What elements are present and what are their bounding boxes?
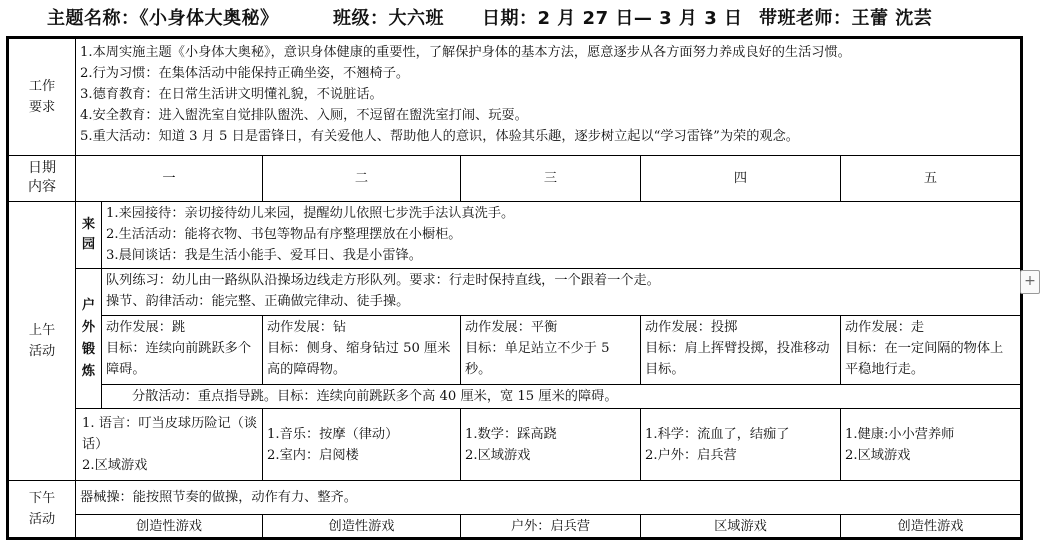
motor-title: 动作发展：走 (845, 319, 925, 335)
teacher-label: 带班老师：王蕾 沈芸 (759, 8, 933, 29)
weekly-plan-table (8, 38, 1021, 538)
add-row-button[interactable]: + (1020, 270, 1040, 294)
motor-cell-thursday (641, 315, 841, 384)
work-item: 3.德育教育：在日常生活讲文明懂礼貌，不说脏话。 (80, 87, 383, 102)
lesson-cell-thursday (641, 409, 841, 481)
motor-cell-wednesday (461, 315, 641, 384)
class-label: 班级：大六班 (333, 8, 444, 29)
work-item: 5.重大活动：知道 3 月 5 日是雷锋日，有关爱他人、帮助他人的意识，体验其乐趣，逐步树立起以“学习雷锋”为荣的观念。 (80, 129, 799, 144)
day-content-label: 日期内容 (9, 156, 76, 201)
motor-cell-friday (841, 315, 1021, 384)
afternoon-game-monday: 创造性游戏 (76, 515, 263, 538)
afternoon-games-row (9, 515, 1021, 538)
scattered-activity-row (9, 384, 1021, 409)
motor-title: 动作发展：投掷 (645, 319, 738, 335)
page-title (0, 4, 1040, 32)
day-thursday: 四 (641, 156, 841, 201)
motor-title: 动作发展：平衡 (465, 319, 558, 335)
work-requirements-row (9, 39, 1021, 156)
afternoon-activity-label: 下午活动 (9, 481, 76, 538)
theme-label: 主题名称：《小身体大奥秘》 (47, 8, 279, 29)
arrival-item: 1.来园接待：亲切接待幼儿来园，提醒幼儿依照七步洗手法认真洗手。 (106, 205, 515, 221)
outdoor-drill-row (9, 269, 1021, 315)
motor-title: 动作发展：钻 (267, 319, 347, 335)
arrival-label: 来园 (76, 201, 102, 269)
motor-title: 动作发展：跳 (106, 319, 186, 335)
motor-goal: 目标：肩上挥臂投掷，投准移动目标。 (645, 340, 830, 377)
lessons-row (9, 409, 1021, 481)
motor-goal: 目标：单足站立不少于 5 秒。 (465, 340, 610, 377)
lesson-item: 1.科学：流血了，结痂了 (645, 426, 790, 442)
lesson-item: 2.户外：启兵营 (645, 447, 737, 463)
arrival-item: 3.晨间谈话：我是生活小能手、爱耳日、我是小雷锋。 (106, 247, 422, 263)
arrival-row (9, 201, 1021, 269)
day-header-row (9, 156, 1021, 201)
afternoon-game-thursday: 区域游戏 (641, 515, 841, 538)
day-tuesday: 二 (263, 156, 461, 201)
work-requirements-label: 工作要求 (9, 39, 76, 156)
lesson-item: 2.室内：启阅楼 (267, 447, 359, 463)
outdoor-exercise-label: 户外锻炼 (76, 269, 102, 409)
morning-activity-label: 上午活动 (9, 201, 76, 481)
work-item: 1.本周实施主题《小身体大奥秘》，意识身体健康的重要性，了解保护身体的基本方法，愿意逐步从各方面努力养成良好的生活习惯。 (80, 45, 851, 60)
work-item: 4.安全教育：进入盥洗室自觉排队盥洗、入厕，不逗留在盥洗室打闹、玩耍。 (80, 108, 528, 123)
motor-goal: 目标：连续向前跳跃多个障碍。 (106, 340, 252, 377)
queue-practice: 队列练习：幼儿由一路纵队沿操场边线走方形队列。要求：行走时保持直线，一个跟着一个走。 (106, 273, 660, 289)
motor-cell-monday (102, 315, 263, 384)
lesson-item: 1.音乐：按摩（律动） (267, 426, 399, 442)
lesson-cell-wednesday (461, 409, 641, 481)
lesson-item: 2.区域游戏 (465, 447, 531, 463)
day-monday: 一 (76, 156, 263, 201)
lesson-cell-monday (76, 409, 263, 481)
work-item: 2.行为习惯：在集体活动中能保持正确坐姿，不翘椅子。 (80, 66, 410, 81)
lesson-item: 1.数学：踩高跷 (465, 426, 557, 442)
day-wednesday: 三 (461, 156, 641, 201)
motor-development-row (9, 315, 1021, 384)
arrival-content (102, 201, 1021, 269)
afternoon-game-tuesday: 创造性游戏 (263, 515, 461, 538)
lesson-item: 2.区域游戏 (82, 458, 148, 474)
afternoon-game-friday: 创造性游戏 (841, 515, 1021, 538)
motor-cell-tuesday (263, 315, 461, 384)
lesson-item: 1. 语言：叮当皮球历险记（谈话） (82, 416, 258, 453)
work-requirements-content (76, 39, 1021, 156)
apparatus-exercise: 器械操：能按照节奏的做操，动作有力、整齐。 (76, 481, 1021, 515)
lesson-cell-tuesday (263, 409, 461, 481)
rhythm-exercise: 操节、韵律活动：能完整、正确做完律动、徒手操。 (106, 294, 410, 310)
afternoon-apparatus-row (9, 481, 1021, 515)
scattered-activity: 分散活动：重点指导跳。目标：连续向前跳跃多个高 40 厘米，宽 15 厘米的障碍。 (102, 384, 1021, 409)
motor-goal: 目标：在一定间隔的物体上平稳地行走。 (845, 340, 1004, 377)
afternoon-game-wednesday: 户外：启兵营 (461, 515, 641, 538)
lesson-cell-friday (841, 409, 1021, 481)
motor-goal: 目标：侧身、缩身钻过 50 厘米高的障碍物。 (267, 340, 451, 377)
outdoor-drill-content (102, 269, 1021, 315)
arrival-item: 2.生活活动：能将衣物、书包等物品有序整理摆放在小橱柜。 (106, 226, 462, 242)
day-friday: 五 (841, 156, 1021, 201)
lesson-item: 1.健康:小小营养师 (845, 426, 955, 442)
lesson-item: 2.区域游戏 (845, 447, 911, 463)
date-label: 日期：2 月 27 日— 3 月 3 日 (482, 8, 743, 29)
